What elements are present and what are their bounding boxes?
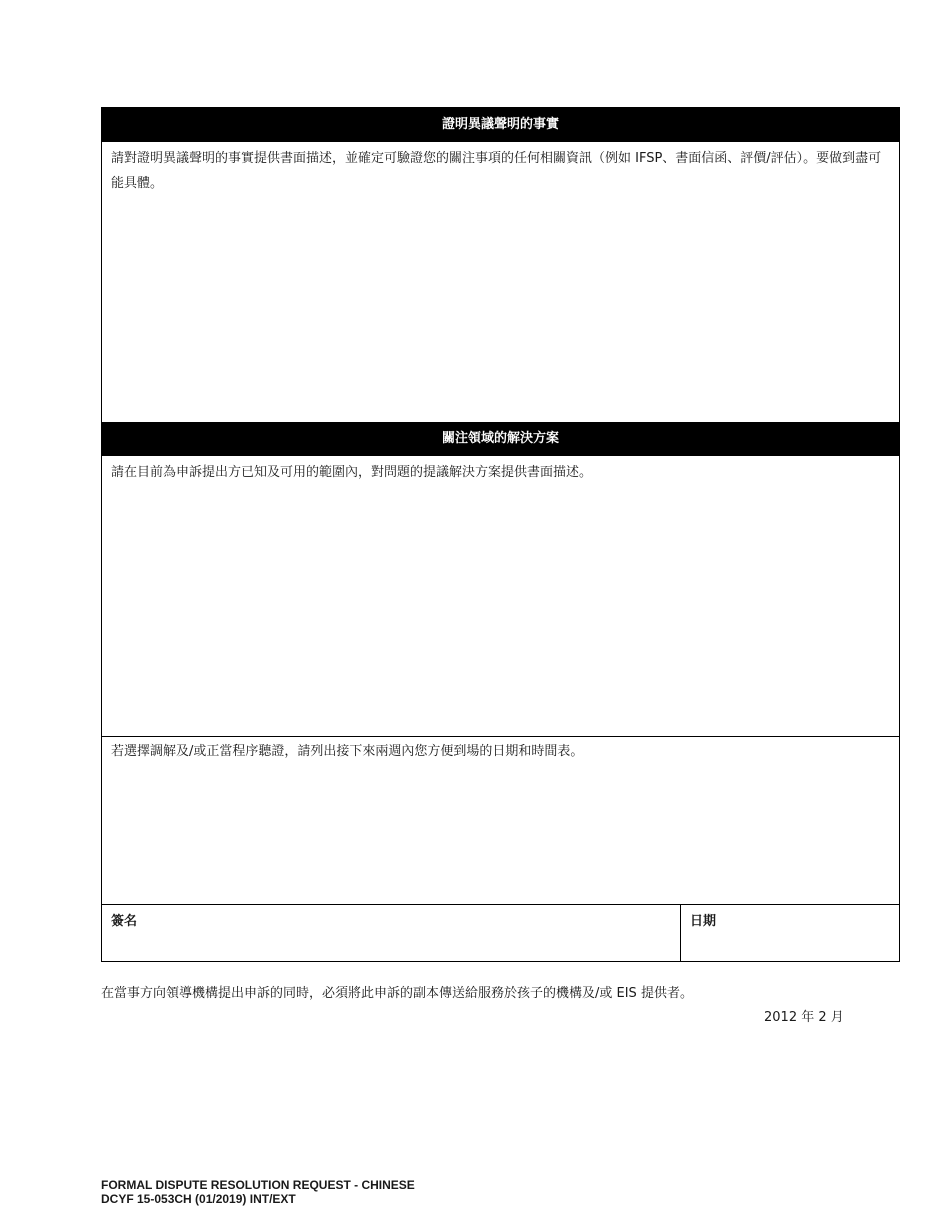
schedule-field[interactable] — [102, 736, 899, 904]
date-field[interactable] — [681, 905, 899, 961]
resolution-instructions: 請在目前為申訴提出方已知及可用的範圍內，對問題的提議解決方案提供書面描述。 — [111, 465, 593, 480]
dispute-form-table — [101, 107, 900, 962]
facts-section-header: 證明異議聲明的事實 — [102, 108, 899, 142]
facts-field[interactable] — [102, 142, 899, 422]
resolution-field[interactable] — [102, 456, 899, 736]
form-code: DCYF 15-053CH (01/2019) INT/EXT — [101, 1192, 296, 1206]
date-label: 日期 — [690, 914, 717, 929]
signature-row — [102, 904, 899, 961]
facts-instructions: 請對證明異議聲明的事實提供書面描述，並確定可驗證您的關注事項的任何相關資訊（例如 IFSP、書面信函、評價/評估）。要做到盡可能具體。 — [111, 151, 882, 191]
revision-date: 2012 年 2 月 — [764, 1010, 844, 1025]
signature-field[interactable] — [102, 905, 681, 961]
form-title: FORMAL DISPUTE RESOLUTION REQUEST - CHINESE — [101, 1178, 415, 1192]
schedule-instructions: 若選擇調解及/或正當程序聽證，請列出接下來兩週內您方便到場的日期和時間表。 — [111, 744, 584, 759]
signature-label: 簽名 — [111, 914, 138, 929]
resolution-section-header: 關注領域的解決方案 — [102, 422, 899, 456]
form-footer — [101, 1178, 415, 1206]
copy-notice: 在當事方向領導機構提出申訴的同時，必須將此申訴的副本傳送給服務於孩子的機構及/或 EIS 提供者。 — [101, 986, 693, 1001]
